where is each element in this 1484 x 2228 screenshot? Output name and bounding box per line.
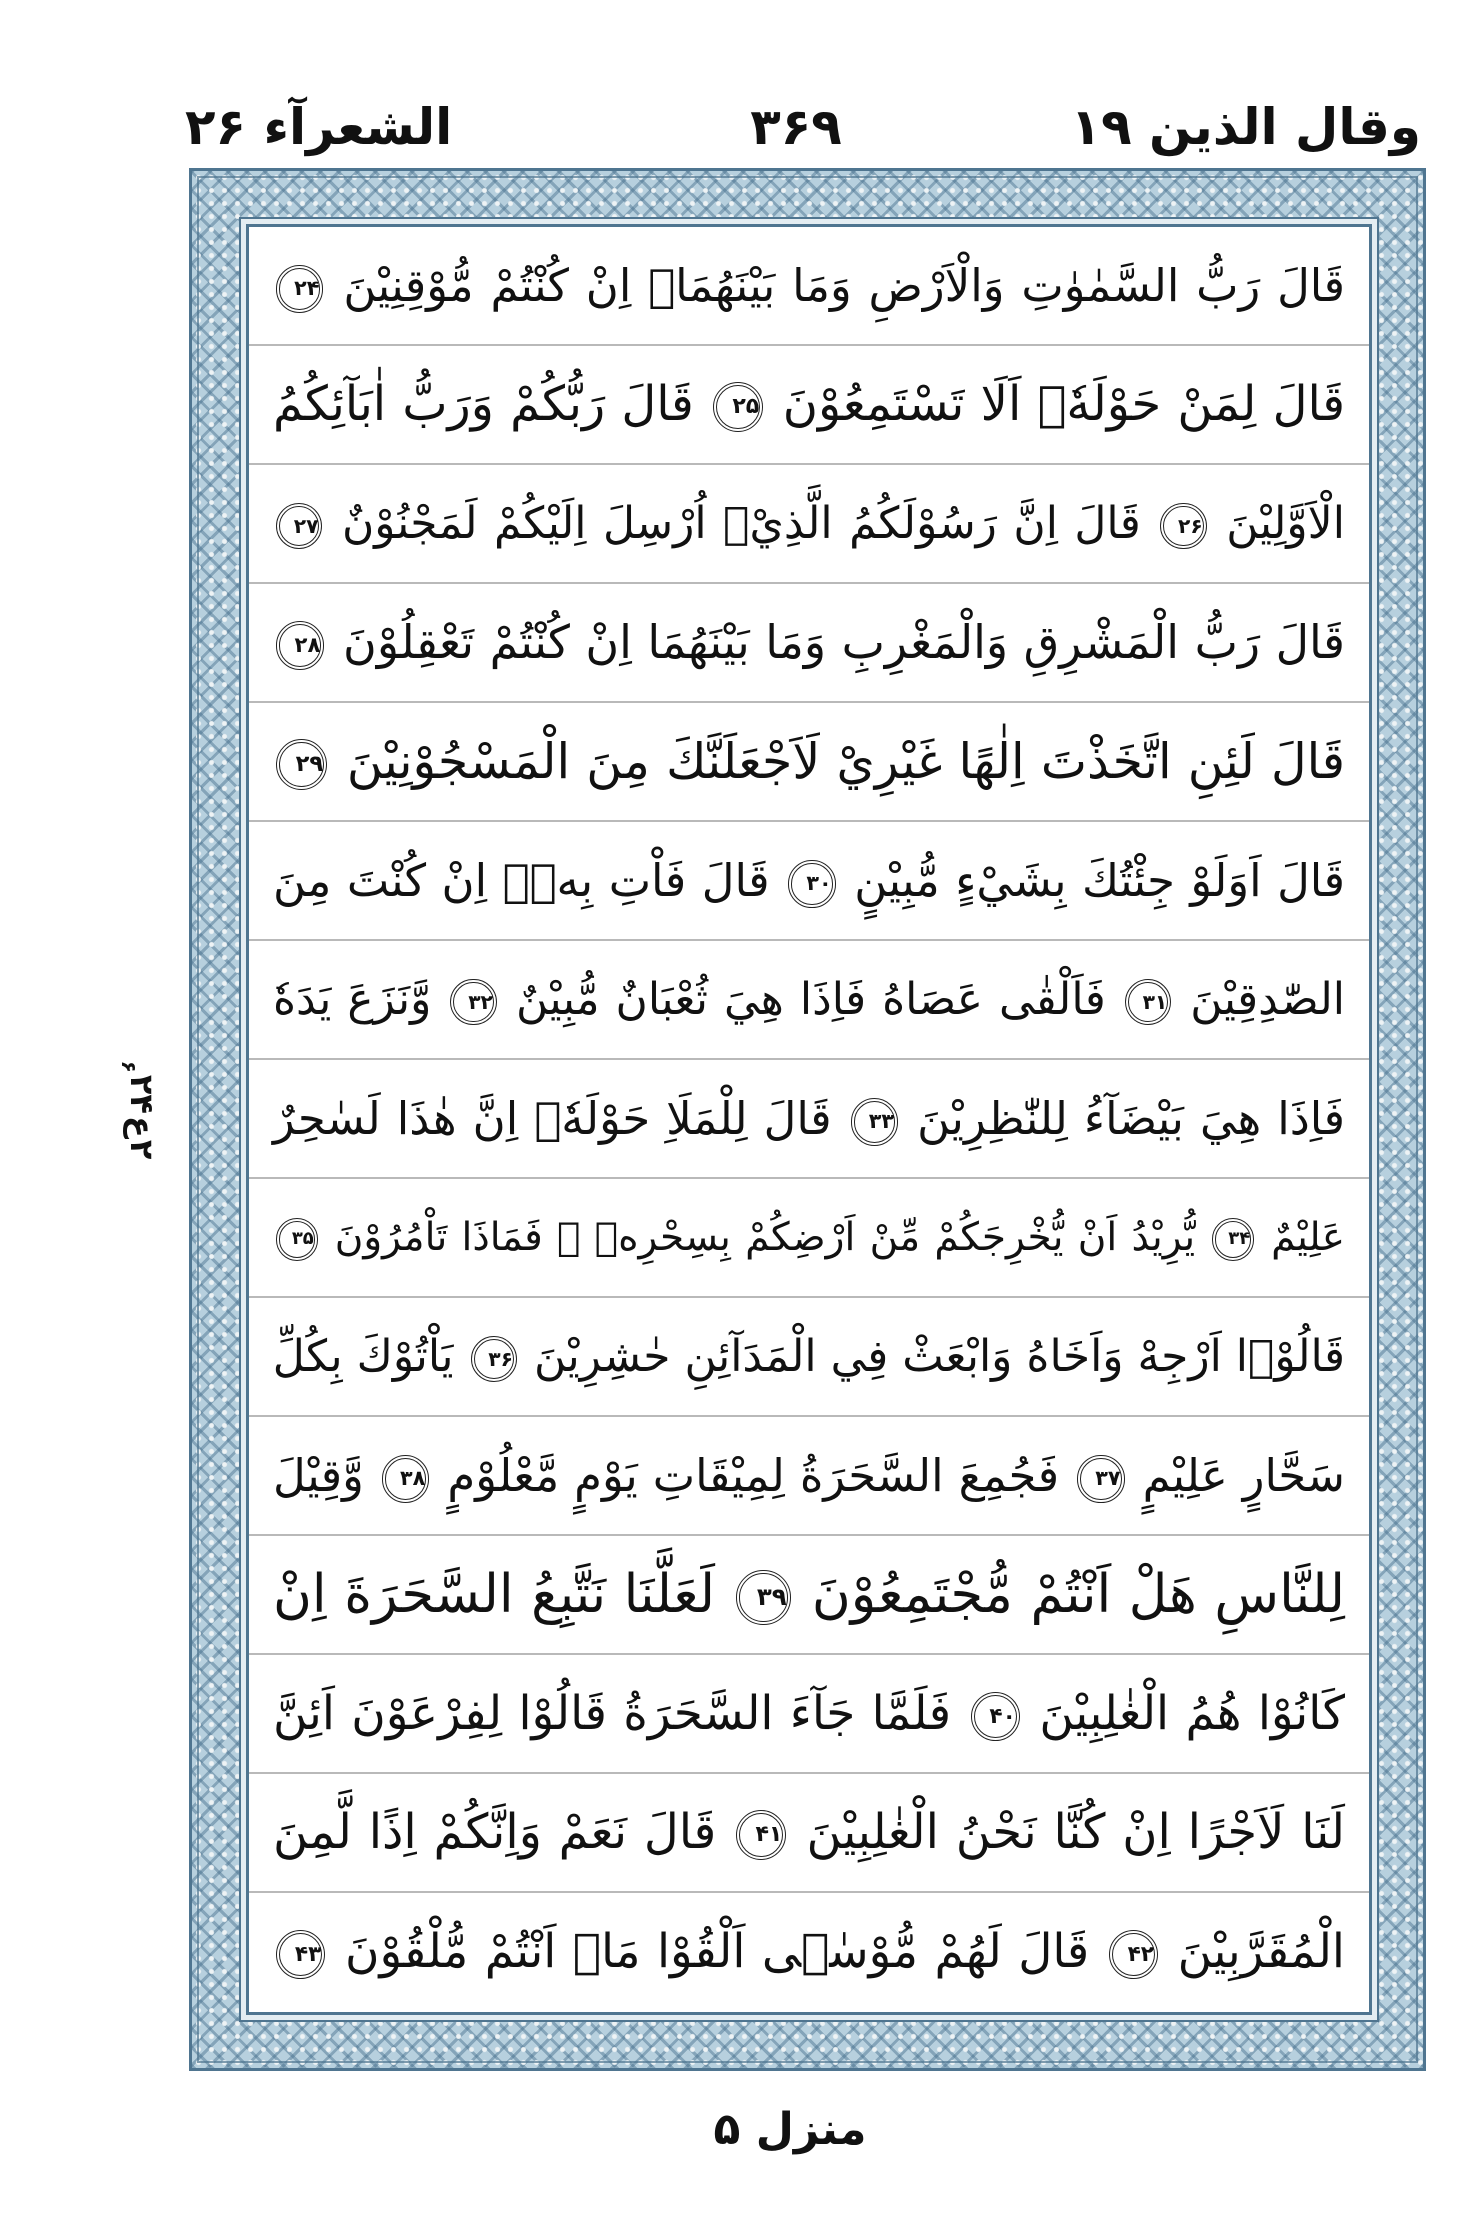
para-name-header: وقال الذين ۱۹ [1070,98,1421,156]
ayah-number-marker: ۳۹ [736,1570,790,1624]
ayah-number-marker: ۲۷ [276,503,322,549]
quran-text-body [249,227,1369,2012]
ayah-number-marker: ۴۳ [276,1930,325,1979]
ayah-text: كَانُوْا هُمُ الْغٰلِبِيْنَ [1039,1686,1345,1741]
ayah-number-marker: ۳۰ [788,860,835,907]
ayah-number-marker: ۳۳ [851,1098,898,1145]
surah-name-header: الشعرآء ۲۶ [185,98,453,156]
text-line-15 [249,1893,1369,2012]
ayah-text: قَالَ اَوَلَوْ جِئْتُكَ بِشَيْءٍ مُّبِيْنٍ [854,854,1346,907]
ayah-text: قَالَ رَبُّ الْمَشْرِقِ وَالْمَغْرِبِ وَمَا بَيْنَهُمَا اِنْ كُنْتُمْ تَعْقِلُوْنَ [343,615,1345,669]
text-line-8 [249,1060,1369,1179]
text-line-1 [249,227,1369,346]
ayah-text: الْاَوَّلِيْنَ [1226,498,1345,549]
ayah-text: الْمُقَرَّبِيْنَ [1177,1924,1345,1979]
ayah-number-marker: ۲۹ [276,739,327,790]
ayah-text: قَالَ نَعَمْ وَاِنَّكُمْ اِذًا لَّمِنَ [273,1804,717,1860]
ayah-text: قَالَ فَاْتِ بِهٖۤ اِنْ كُنْتَ مِنَ [273,854,770,907]
ayah-text: قَالَ لَئِنِ اتَّخَذْتَ اِلٰهًا غَيْرِيْ لَاَجْعَلَنَّكَ مِنَ الْمَسْجُوْنِيْنَ [346,733,1345,790]
text-line-12 [249,1536,1369,1655]
text-line-10 [249,1298,1369,1417]
ayah-text: قَالُوْۤا اَرْجِهْ وَاَخَاهُ وَابْعَثْ فِي الْمَدَآئِنِ حٰشِرِيْنَ [534,1331,1345,1382]
ayah-number-marker: ۲۸ [276,621,324,669]
ruku-para-number: ۶ [117,1060,141,1073]
ayah-text: وَّقِيْلَ [273,1449,364,1502]
ayah-number-marker: ۳۵ [276,1218,318,1260]
ayah-number-marker: ۴۲ [1109,1930,1158,1979]
ayah-text: فَجُمِعَ السَّحَرَةُ لِمِيْقَاتِ يَوْمٍ مَّعْلُوْمٍ [447,1449,1060,1502]
ayah-text: قَالَ لِلْمَلَاِ حَوْلَهٗۤ اِنَّ هٰذَا لَسٰحِرٌ [273,1092,832,1145]
text-line-4 [249,584,1369,703]
ayah-text: قَالَ لِمَنْ حَوْلَهٗۤ اَلَا تَسْتَمِعُوْنَ [782,376,1346,432]
ayah-text: فَاِذَا هِيَ بَيْضَآءُ لِلنّٰظِرِيْنَ [917,1092,1345,1145]
ayah-text: لَنَا لَاَجْرًا اِنْ كُنَّا نَحْنُ الْغٰلِبِيْنَ [806,1804,1345,1860]
ayah-number-marker: ۳۷ [1077,1455,1124,1502]
ayah-text: وَّنَزَعَ يَدَهٗ [273,974,432,1025]
text-line-5 [249,703,1369,822]
ayah-number-marker: ۳۱ [1125,979,1171,1025]
ayah-number-marker: ۲۴ [276,265,323,312]
ayah-number-marker: ۴۱ [736,1810,786,1860]
manzil-label: منزل ۵ [713,2104,867,2155]
ayah-text: قَالَ اِنَّ رَسُوْلَكُمُ الَّذِيْۤ اُرْسِلَ اِلَيْكُمْ لَمَجْنُوْنٌ [341,498,1141,549]
ayah-text: لِلنَّاسِ هَلْ اَنْتُمْ مُّجْتَمِعُوْنَ [811,1564,1345,1625]
ayah-text: قَالَ رَبُّكُمْ وَرَبُّ اٰبَآئِكُمُ [273,376,694,432]
ayah-number-marker: ۳۲ [450,979,496,1025]
text-line-6 [249,822,1369,941]
text-line-14 [249,1774,1369,1893]
text-line-7 [249,941,1369,1060]
ruku-surah-number: ۲ [123,1139,161,1160]
ayah-text: عَلِيْمٌ [1271,1215,1345,1260]
text-line-2 [249,346,1369,465]
text-line-13 [249,1655,1369,1774]
ayah-number-marker: ۲۵ [713,382,763,432]
ruku-ayat-count: ۲۴ [123,1074,161,1114]
ruku-sign: ع [123,1115,161,1138]
ayah-text: الصّٰدِقِيْنَ [1190,974,1345,1025]
text-line-11 [249,1417,1369,1536]
ayah-text: يَاْتُوْكَ بِكُلِّ [272,1331,454,1382]
ayah-text: فَلَمَّا جَآءَ السَّحَرَةُ قَالُوْا لِفِرْعَوْنَ اَئِنَّ [273,1686,952,1741]
ayah-number-marker: ۳۶ [471,1336,517,1382]
ayah-number-marker: ۳۴ [1212,1218,1254,1260]
ayah-text: قَالَ لَهُمْ مُّوْسٰۤى اَلْقُوْا مَاۤ اَنْتُمْ مُّلْقُوْنَ [344,1924,1090,1979]
ayah-number-marker: ۳۸ [382,1455,429,1502]
decorative-border [189,168,1426,2071]
ayah-text: فَاَلْقٰى عَصَاهُ فَاِذَا هِيَ ثُعْبَانٌ مُّبِيْنٌ [515,974,1106,1025]
ayah-text: يُّرِيْدُ اَنْ يُّخْرِجَكُمْ مِّنْ اَرْضِكُمْ بِسِحْرِهٖ ۖ فَمَاذَا تَاْمُرُوْنَ [334,1215,1196,1260]
ayah-text: قَالَ رَبُّ السَّمٰوٰتِ وَالْاَرْضِ وَمَا بَيْنَهُمَاۤ اِنْ كُنْتُمْ مُّوْقِنِيْنَ [343,259,1345,312]
text-line-3 [249,465,1369,584]
ayah-number-marker: ۲۶ [1160,503,1206,549]
page-number: ۳۶۹ [750,98,842,156]
ruku-marker [117,1060,167,1160]
ayah-text: سَحَّارٍ عَلِيْمٍ [1142,1449,1346,1502]
ayah-number-marker: ۴۰ [971,1692,1020,1741]
text-line-9 [249,1179,1369,1298]
ayah-text: لَعَلَّنَا نَتَّبِعُ السَّحَرَةَ اِنْ [273,1564,716,1625]
